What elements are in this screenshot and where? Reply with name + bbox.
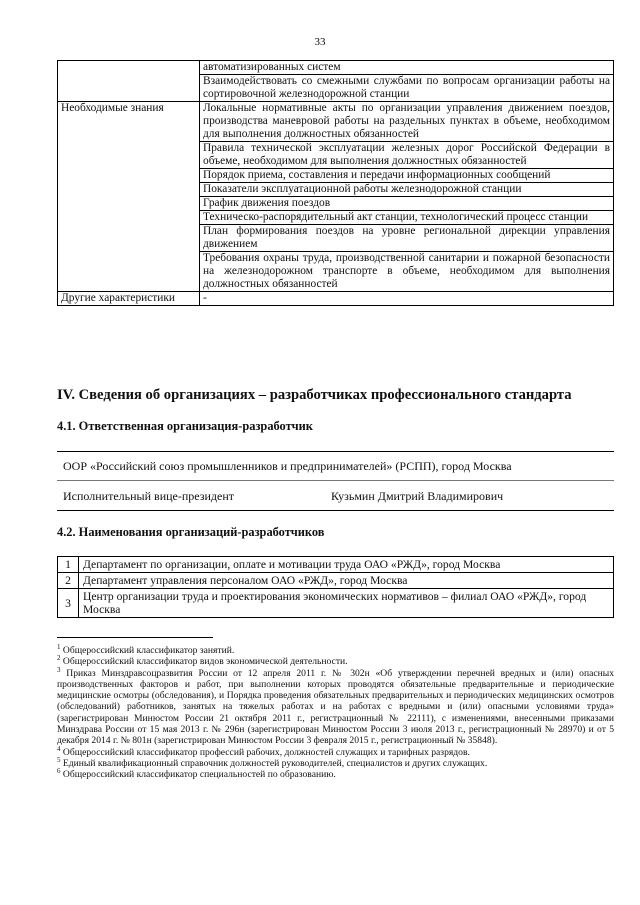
responsible-person-name: Кузьмин Дмитрий Владимирович (331, 489, 504, 503)
footnote-text: Общероссийский классификатор профессий рабочих, должностей служащих и тарифных разрядов. (62, 746, 470, 758)
footnote-separator (57, 637, 213, 638)
footnote-mark: 1 (57, 642, 61, 651)
table-cell: Локальные нормативные акты по организации управления движением поездов, производства маневровой работы на раздельных пунктах в объеме, необходимом для выполнения должностных обязанностей (200, 102, 614, 142)
row-label (58, 61, 200, 102)
table-row (58, 61, 614, 75)
footnote-text: Общероссийский классификатор специальностей по образованию. (62, 769, 336, 781)
table-cell: автоматизированных систем (200, 61, 614, 75)
table-cell: График движения поездов (200, 197, 614, 211)
footnotes (57, 642, 614, 781)
responsible-org-box (57, 451, 614, 511)
footnote-text: Приказ Минздравсоцразвития России от 12 апреля 2011 г. № 302н «Об утверждении перечней вредных и (или) опасных производственных факторов и работ, при выполнении которых проводятся обязательные предварительные и периодические медицинские осмотры (обследования), и Порядка проведения обязательных предварительных и периодических медицинских осмотров (обследований) работников, занятых на тяжелых работах и на работах с вредными и (или) опасными условиями труда» (зарегистрирован Минюстом России 21 октября 2011 г., регистрационный № 22111), с изменениями, внесенными приказами Минздрава России от 15 мая 2013 г. № 296н (зарегистрирован Минюстом России 3 июля 2013 г., регистрационный № 28970) и от 5 декабря 2014 г. № 801н (зарегистрирован Минюстом России 3 февраля 2015 г., регистрационный № 35848). (57, 667, 614, 747)
footnote (57, 656, 614, 667)
table-cell: Показатели эксплуатационной работы железнодорожной станции (200, 183, 614, 197)
table-cell: Техническо-распорядительный акт станции, технологический процесс станции (200, 211, 614, 225)
competency-table (57, 60, 614, 306)
footnote (57, 665, 614, 747)
footnote-mark: 2 (57, 654, 61, 663)
page-number: 33 (314, 36, 326, 48)
responsible-position: Исполнительный вице-президент (63, 489, 235, 503)
table-cell: Правила технической эксплуатации железных дорог Российской Федерации в объеме, необходимом для выполнения должностных обязанностей (200, 142, 614, 169)
responsible-org-heading: 4.1. Ответственная организация-разработчик (57, 419, 313, 433)
developer-name: Департамент по организации, оплате и мотивации труда ОАО «РЖД», город Москва (79, 557, 614, 573)
table-row (58, 292, 614, 306)
footnote-mark: 5 (57, 755, 61, 764)
footnote-mark: 6 (57, 767, 61, 776)
table-cell: Требования охраны труда, производственной санитарии и пожарной безопасности на железнодорожном транспорте в объеме, необходимом для выполнения должностных обязанностей (200, 252, 614, 292)
developers-heading: 4.2. Наименования организаций-разработчиков (57, 525, 325, 539)
footnote (57, 642, 614, 656)
section-title: IV. Сведения об организациях – разработчиках профессионального стандарта (57, 387, 572, 403)
developers-table (57, 556, 614, 618)
footnote-mark: 3 (57, 665, 61, 674)
table-row (58, 102, 614, 142)
row-label-other-characteristics: Другие характеристики (58, 292, 200, 306)
footnote (57, 744, 614, 758)
row-number: 3 (58, 589, 79, 618)
table-cell: Порядок приема, составления и передачи информационных сообщений (200, 169, 614, 183)
responsible-org-name: ООР «Российский союз промышленников и предпринимателей» (РСПП), город Москва (63, 459, 512, 473)
developer-name: Центр организации труда и проектирования экономических нормативов – филиал ОАО «РЖД», город Москва (79, 589, 614, 618)
row-label-required-knowledge: Необходимые знания (58, 102, 200, 292)
table-row (58, 573, 614, 589)
table-cell: Взаимодействовать со смежными службами по вопросам организации работы на сортировочной железнодорожной станции (200, 75, 614, 102)
table-cell: План формирования поездов на уровне региональной дирекции управления движением (200, 225, 614, 252)
divider (57, 480, 614, 481)
row-number: 2 (58, 573, 79, 589)
footnote (57, 769, 614, 780)
table-cell: - (200, 292, 614, 306)
footnote-text: Единый квалификационный справочник должностей руководителей, специалистов и других служащих. (62, 757, 488, 769)
footnote-text: Общероссийский классификатор видов экономической деятельности. (62, 656, 348, 668)
row-number: 1 (58, 557, 79, 573)
footnote-mark: 4 (57, 744, 61, 753)
footnote-text: Общероссийский классификатор занятий. (62, 645, 235, 656)
footnote (57, 755, 614, 769)
table-row (58, 589, 614, 618)
developer-name: Департамент управления персоналом ОАО «РЖД», город Москва (79, 573, 614, 589)
table-row (58, 557, 614, 573)
